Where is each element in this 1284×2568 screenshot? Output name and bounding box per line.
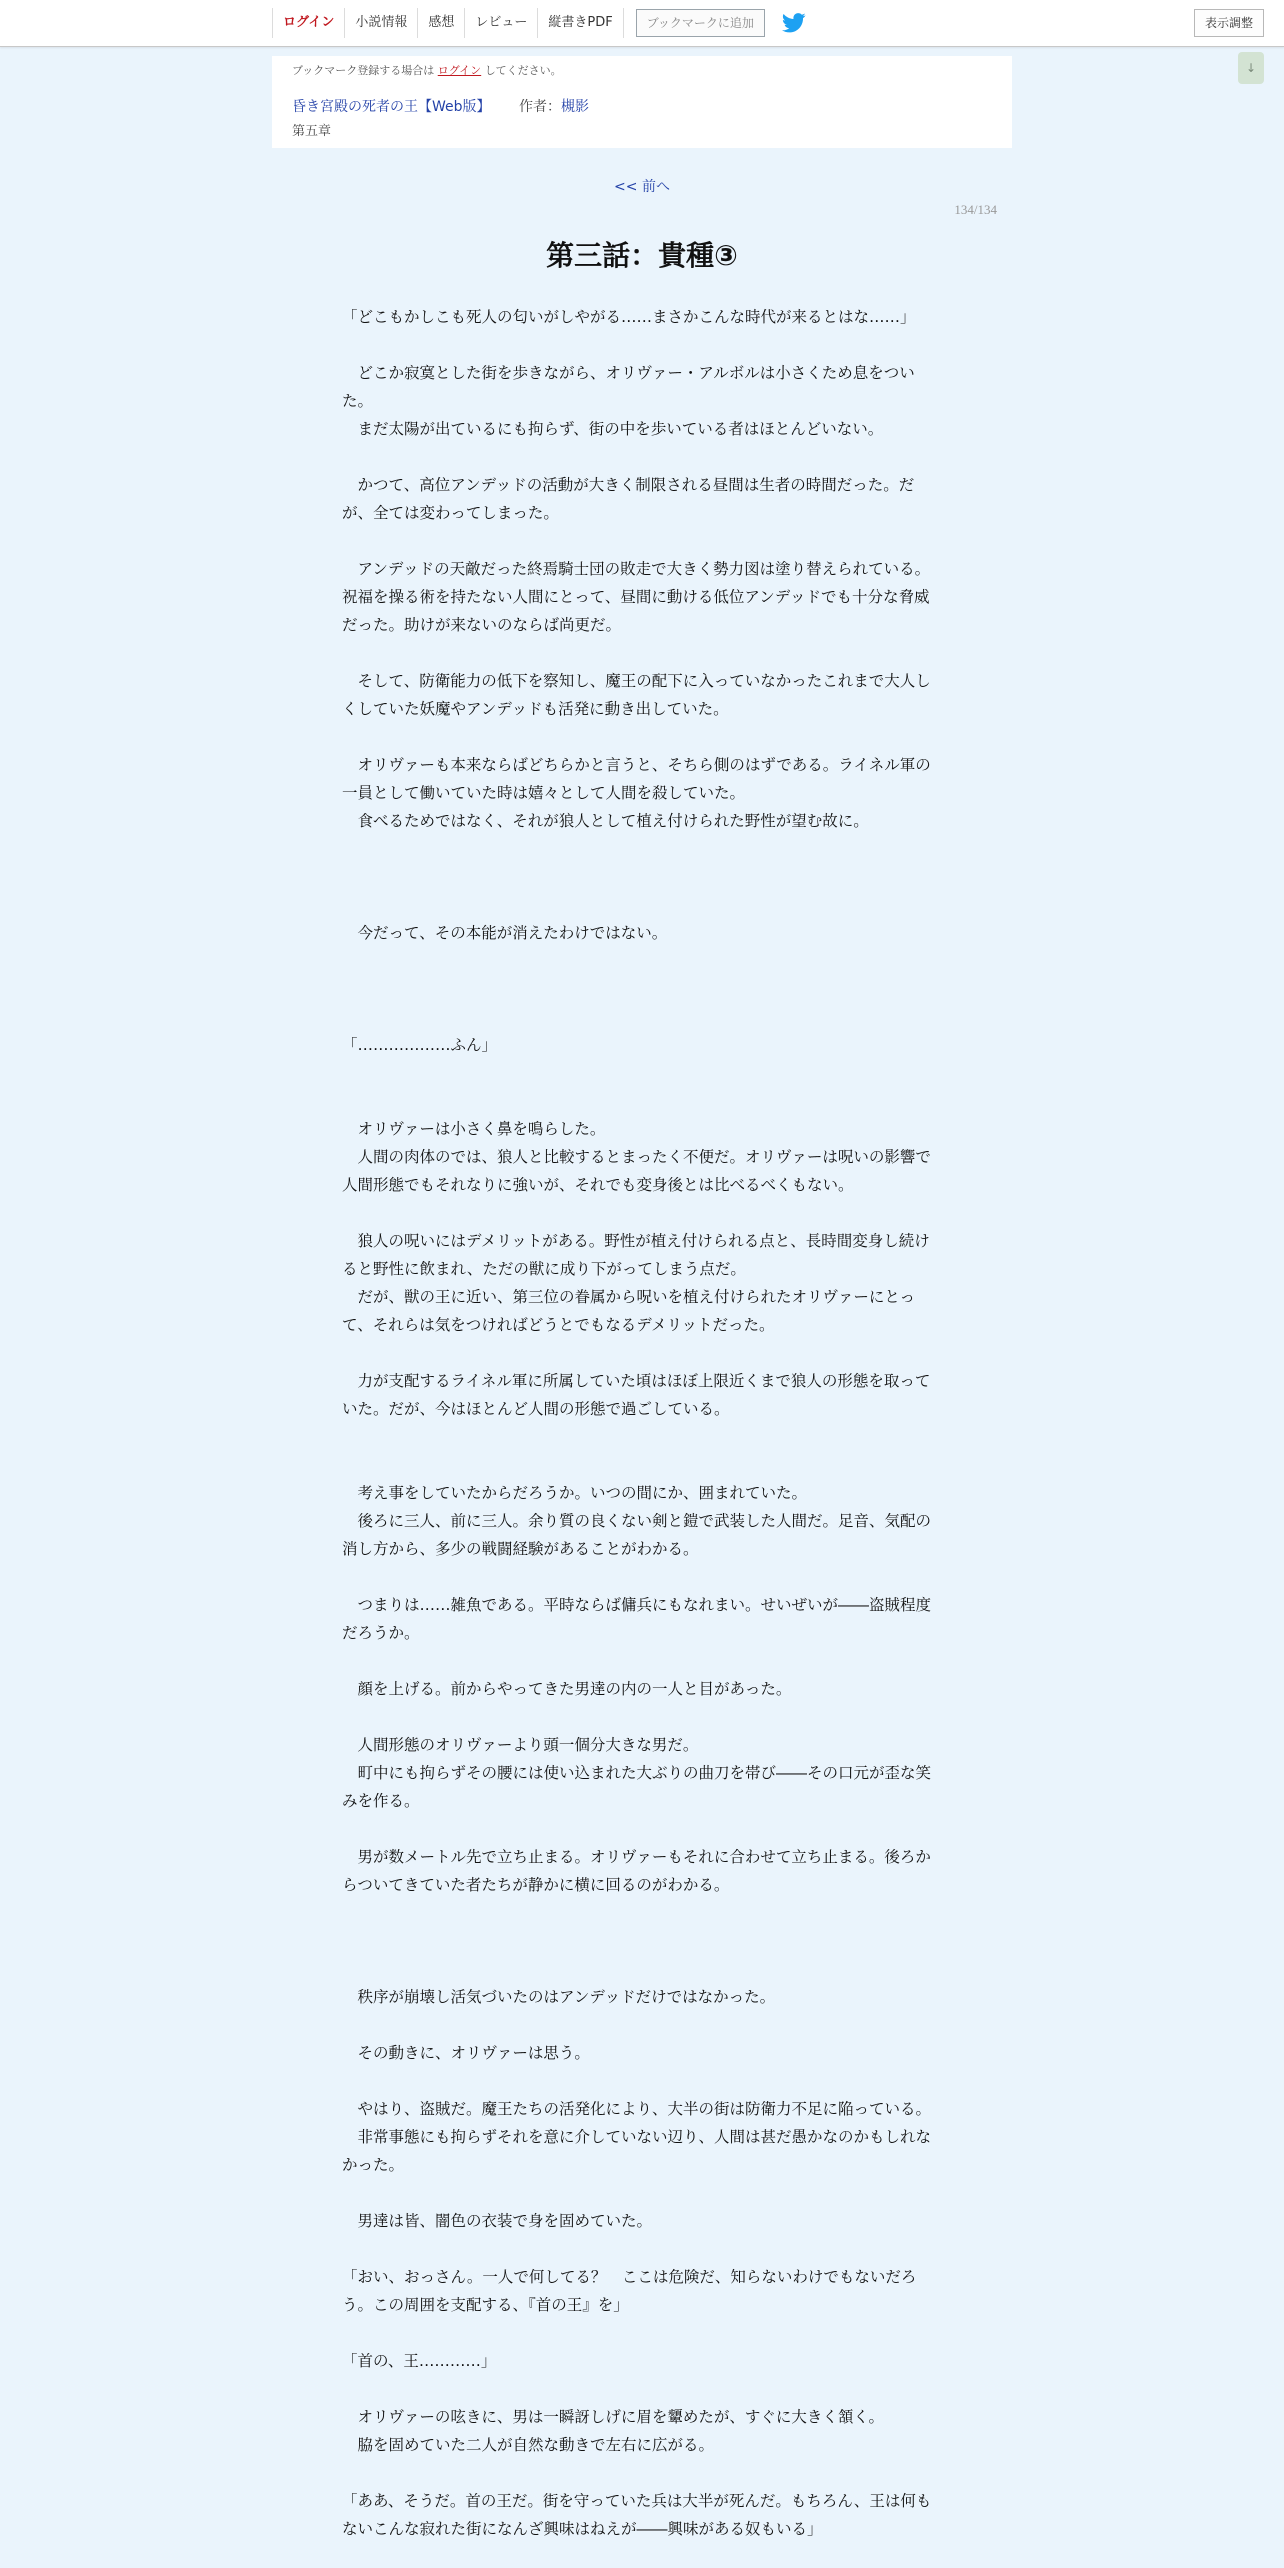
novel-title-row — [292, 96, 589, 116]
blank-line — [342, 947, 934, 975]
author-label: 作者： — [518, 99, 561, 115]
blank-line — [342, 1451, 934, 1479]
bookmark-login-note — [292, 62, 562, 78]
blank-line — [342, 1339, 934, 1367]
nav-vertical-pdf[interactable]: 縦書きPDF — [537, 8, 623, 38]
display-settings-button[interactable]: 表示調整 — [1194, 9, 1264, 37]
novel-paragraph: オリヴァーも本来ならばどちらかと言うと、そちら側のはずである。ライネル軍の一員として働いていた時は嬉々として人間を殺していた。 — [342, 756, 931, 802]
novel-paragraph: そして、防衛能力の低下を察知し、魔王の配下に入っていなかったこれまで大人しくしていた妖魔やアンデッドも活発に動き出していた。 — [342, 672, 931, 718]
site-header — [0, 0, 1284, 47]
blank-line — [342, 723, 934, 751]
page-counter: 134/134 — [954, 202, 997, 217]
novel-paragraph: 男達は皆、闇色の衣装で身を固めていた。 — [342, 2212, 653, 2230]
novel-paragraph: だが、獣の王に近い、第三位の眷属から呪いを植え付けられたオリヴァーにとって、それらは気をつければどうとでもなるデメリットだった。 — [342, 1288, 916, 1334]
nav-impressions[interactable]: 感想 — [417, 8, 464, 38]
blank-line — [342, 1563, 934, 1591]
novel-paragraph: オリヴァーの呟きに、男は一瞬訝しげに眉を顰めたが、すぐに大きく頷く。 — [342, 2408, 885, 2426]
note-prefix: ブックマーク登録する場合は — [292, 64, 435, 77]
twitter-bird-glyph — [782, 13, 806, 33]
novel-paragraph: アンデッドの天敵だった終焉騎士団の敗走で大きく勢力図は塗り替えられている。祝福を操る術を持たない人間にとって、昼間に動ける低位アンデッドでも十分な脅威だった。助けが来ないのならば尚更だ。 — [342, 560, 931, 634]
blank-line — [342, 1703, 934, 1731]
blank-line — [342, 2319, 934, 2347]
twitter-icon[interactable] — [781, 12, 807, 34]
blank-line — [342, 443, 934, 471]
novel-info-box — [272, 56, 1012, 148]
note-login-link[interactable]: ログイン — [437, 64, 482, 77]
chapter-title: 第五章 — [292, 124, 332, 139]
novel-paragraph: 人間形態のオリヴァーより頭一個分大きな男だ。 — [342, 1736, 699, 1754]
novel-paragraph: まだ太陽が出ているにも拘らず、街の中を歩いている者はほとんどいない。 — [342, 420, 884, 438]
novel-paragraph: 「ああ、そうだ。首の王だ。街を守っていた兵は大半が死んだ。もちろん、王は何もないこんな寂れた街になんざ興味はねえが――興味がある奴もいる」 — [342, 2492, 932, 2538]
novel-paragraph: 食べるためではなく、それが狼人として植え付けられた野性が望む故に。 — [342, 812, 869, 830]
header-nav — [272, 8, 807, 38]
novel-title-link[interactable]: 昏き宮殿の死者の王【Web版】 — [292, 99, 491, 115]
novel-paragraph: 「首の、王…………」 — [342, 2352, 497, 2370]
episode-title: 第三話：貴種③ — [546, 239, 738, 272]
blank-line — [342, 835, 934, 863]
blank-line — [342, 1815, 934, 1843]
novel-paragraph: 非常事態にも拘らずそれを意に介していない辺り、人間は甚だ愚かなのかもしれなかった。 — [342, 2128, 932, 2174]
novel-paragraph: 顔を上げる。前からやってきた男達の内の一人と目があった。 — [342, 1680, 792, 1698]
novel-paragraph: 町中にも拘らずその腰には使い込まれた大ぶりの曲刀を帯び――その口元が歪な笑みを作る。 — [342, 1764, 932, 1810]
novel-paragraph: 秩序が崩壊し活気づいたのはアンデッドだけではなかった。 — [342, 1988, 776, 2006]
novel-paragraph: 力が支配するライネル軍に所属していた頃はほぼ上限近くまで狼人の形態を取っていた。だが、今はほとんど人間の形態で過ごしている。 — [342, 1372, 931, 1418]
novel-paragraph: 人間の肉体のでは、狼人と比較するとまったく不便だ。オリヴァーは呪いの影響で人間形態でもそれなりに強いが、それでも変身後とは比べるべくもない。 — [342, 1148, 931, 1194]
blank-line — [342, 2179, 934, 2207]
blank-line — [342, 975, 934, 1003]
novel-paragraph: 「どこもかしこも死人の匂いがしやがる……まさかこんな時代が来るとはな……」 — [342, 308, 916, 326]
novel-paragraph: オリヴァーは小さく鼻を鳴らした。 — [342, 1120, 606, 1138]
novel-paragraph: やはり、盗賊だ。魔王たちの活発化により、大半の街は防衛力不足に陥っている。 — [342, 2100, 932, 2118]
nav-login[interactable]: ログイン — [272, 8, 344, 38]
blank-line — [342, 1087, 934, 1115]
novel-paragraph: 今だって、その本能が消えたわけではない。 — [342, 924, 668, 942]
prev-episode-link[interactable]: << 前へ — [614, 179, 670, 195]
note-suffix: してください。 — [484, 64, 562, 77]
novel-paragraph: 「おい、おっさん。一人で何してる？ ここは危険だ、知らないわけでもないだろう。この周囲を支配する、『首の王』を」 — [342, 2268, 917, 2314]
novel-paragraph: かつて、高位アンデッドの活動が大きく制限される昼間は生者の時間だった。だが、全ては変わってしまった。 — [342, 476, 915, 522]
novel-paragraph: その動きに、オリヴァーは思う。 — [342, 2044, 590, 2062]
author-link[interactable]: 槻影 — [560, 99, 589, 115]
blank-line — [342, 2067, 934, 2095]
blank-line — [342, 2235, 934, 2263]
novel-body — [342, 303, 934, 2543]
blank-line — [342, 1955, 934, 1983]
novel-paragraph: 男が数メートル先で立ち止まる。オリヴァーもそれに合わせて立ち止まる。後ろからついてきていた者たちが静かに横に回るのがわかる。 — [342, 1848, 931, 1894]
novel-paragraph: つまりは……雑魚である。平時ならば傭兵にもなれまい。せいぜいが――盗賊程度だろうか。 — [342, 1596, 932, 1642]
nav-novel-info[interactable]: 小説情報 — [344, 8, 417, 38]
nav-review[interactable]: レビュー — [464, 8, 537, 38]
blank-line — [342, 2375, 934, 2403]
novel-paragraph: どこか寂寞とした街を歩きながら、オリヴァー・アルボルは小さくため息をついた。 — [342, 364, 915, 410]
blank-line — [342, 1003, 934, 1031]
blank-line — [342, 1199, 934, 1227]
blank-line — [342, 1423, 934, 1451]
blank-line — [342, 527, 934, 555]
blank-line — [342, 863, 934, 891]
novel-paragraph: 後ろに三人、前に三人。余り質の良くない剣と鎧で武装した人間だ。足音、気配の消し方から、多少の戦闘経験があることがわかる。 — [342, 1512, 932, 1558]
novel-paragraph: 「………………ふん」 — [342, 1036, 498, 1054]
blank-line — [342, 331, 934, 359]
blank-line — [342, 891, 934, 919]
blank-line — [342, 2459, 934, 2487]
scroll-down-button[interactable]: ↓ — [1238, 52, 1264, 84]
blank-line — [342, 1059, 934, 1087]
novel-paragraph: 狼人の呪いにはデメリットがある。野性が植え付けられる点と、長時間変身し続けると野性に飲まれ、ただの獣に成り下がってしまう点だ。 — [342, 1232, 930, 1278]
blank-line — [342, 1927, 934, 1955]
blank-line — [342, 1899, 934, 1927]
novel-paragraph: 脇を固めていた二人が自然な動きで左右に広がる。 — [342, 2436, 715, 2454]
blank-line — [342, 639, 934, 667]
blank-line — [342, 1647, 934, 1675]
blank-line — [342, 2011, 934, 2039]
novel-paragraph: 考え事をしていたからだろうか。いつの間にか、囲まれていた。 — [342, 1484, 808, 1502]
add-bookmark-button[interactable]: ブックマークに追加 — [636, 9, 765, 37]
